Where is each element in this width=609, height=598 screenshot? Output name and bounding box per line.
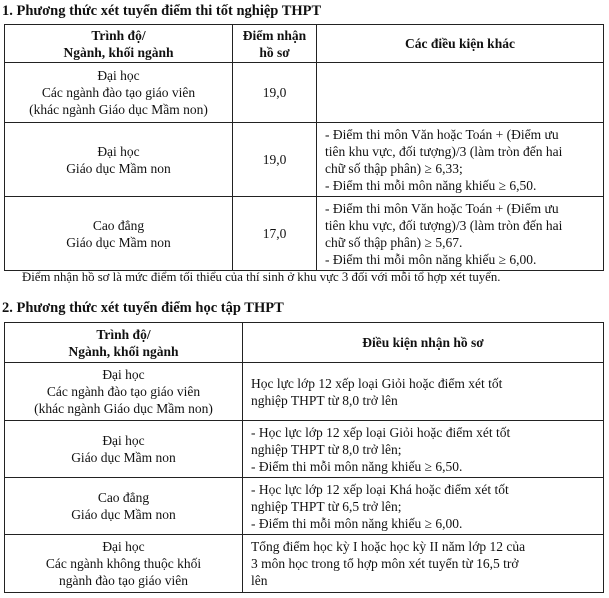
row-conditions [243,421,604,478]
table-row [5,478,604,535]
section1-title: 1. Phương thức xét tuyển điểm thi tốt nghiệp THPT [2,3,322,19]
condition-line: - Điểm thi mỗi môn năng khiếu ≥ 6,00. [251,515,463,531]
level-line: (khác ngành Giáo dục Mầm non) [29,102,208,117]
header-level-line2: Ngành, khối ngành [68,343,179,359]
row-score: 17,0 [233,197,317,271]
condition-line: nghiệp THPT từ 6,5 trở lên; [251,498,402,514]
level-line: ngành đào tạo giáo viên [59,573,188,588]
row-conditions [243,478,604,535]
level-line: Đại học [102,367,145,382]
row-score: 19,0 [233,63,317,123]
condition-line: nghiệp THPT từ 8,0 trở lên; [251,441,402,457]
table-row [5,421,604,478]
level-line: Giáo dục Mầm non [71,450,176,465]
table-row [5,197,604,271]
header-level-line2: Ngành, khối ngành [63,44,174,60]
header-level [5,25,233,63]
table-row [5,535,604,593]
row-conditions [243,363,604,421]
header-level [5,323,243,363]
row-conditions [243,535,604,593]
row-level [5,421,243,478]
level-line: Giáo dục Mầm non [66,234,171,250]
level-line: Đại học [102,539,145,554]
level-line: (khác ngành Giáo dục Mầm non) [34,401,213,416]
section1-table [4,24,604,271]
row-level [5,123,233,197]
section2-header-row [5,323,604,363]
condition-line: tiên khu vực, đối tượng)/3 (làm tròn đến hai [325,217,563,233]
row-level [5,478,243,535]
condition-line: - Điểm thi môn Văn hoặc Toán + (Điểm ưu [325,126,559,142]
level-line: Đại học [97,68,140,83]
table-row [5,123,604,197]
section1-note: Điểm nhận hồ sơ là mức điểm tối thiểu của thí sinh ở khu vực 3 đối với mỗi tổ hợp xét tuyển. [22,270,501,284]
header-level-line1: Trình độ/ [91,27,146,43]
row-level [5,363,243,421]
level-line: Giáo dục Mầm non [66,160,171,176]
condition-line: - Điểm thi mỗi môn năng khiếu ≥ 6,50. [325,177,537,193]
row-score: 19,0 [233,123,317,197]
level-line: Giáo dục Mầm non [71,507,176,522]
condition-line: Học lực lớp 12 xếp loại Giỏi hoặc điểm xét tốt [251,375,503,391]
condition-line: - Điểm thi môn Văn hoặc Toán + (Điểm ưu [325,200,559,216]
header-score-line2: hồ sơ [259,44,290,60]
row-level [5,535,243,593]
condition-line: 3 môn học trong tổ hợp môn xét tuyển từ 16,5 trở [251,556,519,571]
condition-line: chữ số thập phân) ≥ 5,67. [325,234,463,250]
header-level-line1: Trình độ/ [96,326,151,342]
level-line: Cao đẳng [92,217,145,233]
header-score [233,25,317,63]
condition-line: - Học lực lớp 12 xếp loại Khá hoặc điểm xét tốt [251,481,509,497]
condition-line: Tổng điểm học kỳ I hoặc học kỳ II năm lớp 12 của [251,539,526,554]
level-line: Các ngành không thuộc khối [45,556,202,571]
table-row [5,363,604,421]
level-line: Đại học [102,433,145,448]
header-conditions: Các điều kiện khác [317,25,604,63]
level-line: Cao đẳng [97,490,150,505]
row-level [5,63,233,123]
section2-table [4,322,604,593]
header-conditions: Điều kiện nhận hồ sơ [243,323,604,363]
condition-line: chữ số thập phân) ≥ 6,33; [325,160,463,176]
condition-line: - Điểm thi mỗi môn năng khiếu ≥ 6,50. [251,458,463,474]
condition-line: tiên khu vực, đối tượng)/3 (làm tròn đến hai [325,143,563,159]
row-conditions-empty [317,63,604,123]
row-conditions [317,197,604,271]
row-level [5,197,233,271]
header-score-line1: Điểm nhận [242,27,307,43]
level-line: Các ngành đào tạo giáo viên [41,85,196,100]
condition-line: nghiệp THPT từ 8,0 trở lên [251,392,398,408]
section2-title: 2. Phương thức xét tuyển điểm học tập THPT [2,300,284,316]
section1-header-row [5,25,604,63]
row-conditions [317,123,604,197]
condition-line: - Học lực lớp 12 xếp loại Giỏi hoặc điểm xét tốt [251,424,511,440]
level-line: Các ngành đào tạo giáo viên [46,384,201,399]
level-line: Đại học [97,143,140,159]
condition-line: - Điểm thi mỗi môn năng khiếu ≥ 6,00. [325,251,537,267]
table-row [5,63,604,123]
condition-line: lên [251,573,268,588]
